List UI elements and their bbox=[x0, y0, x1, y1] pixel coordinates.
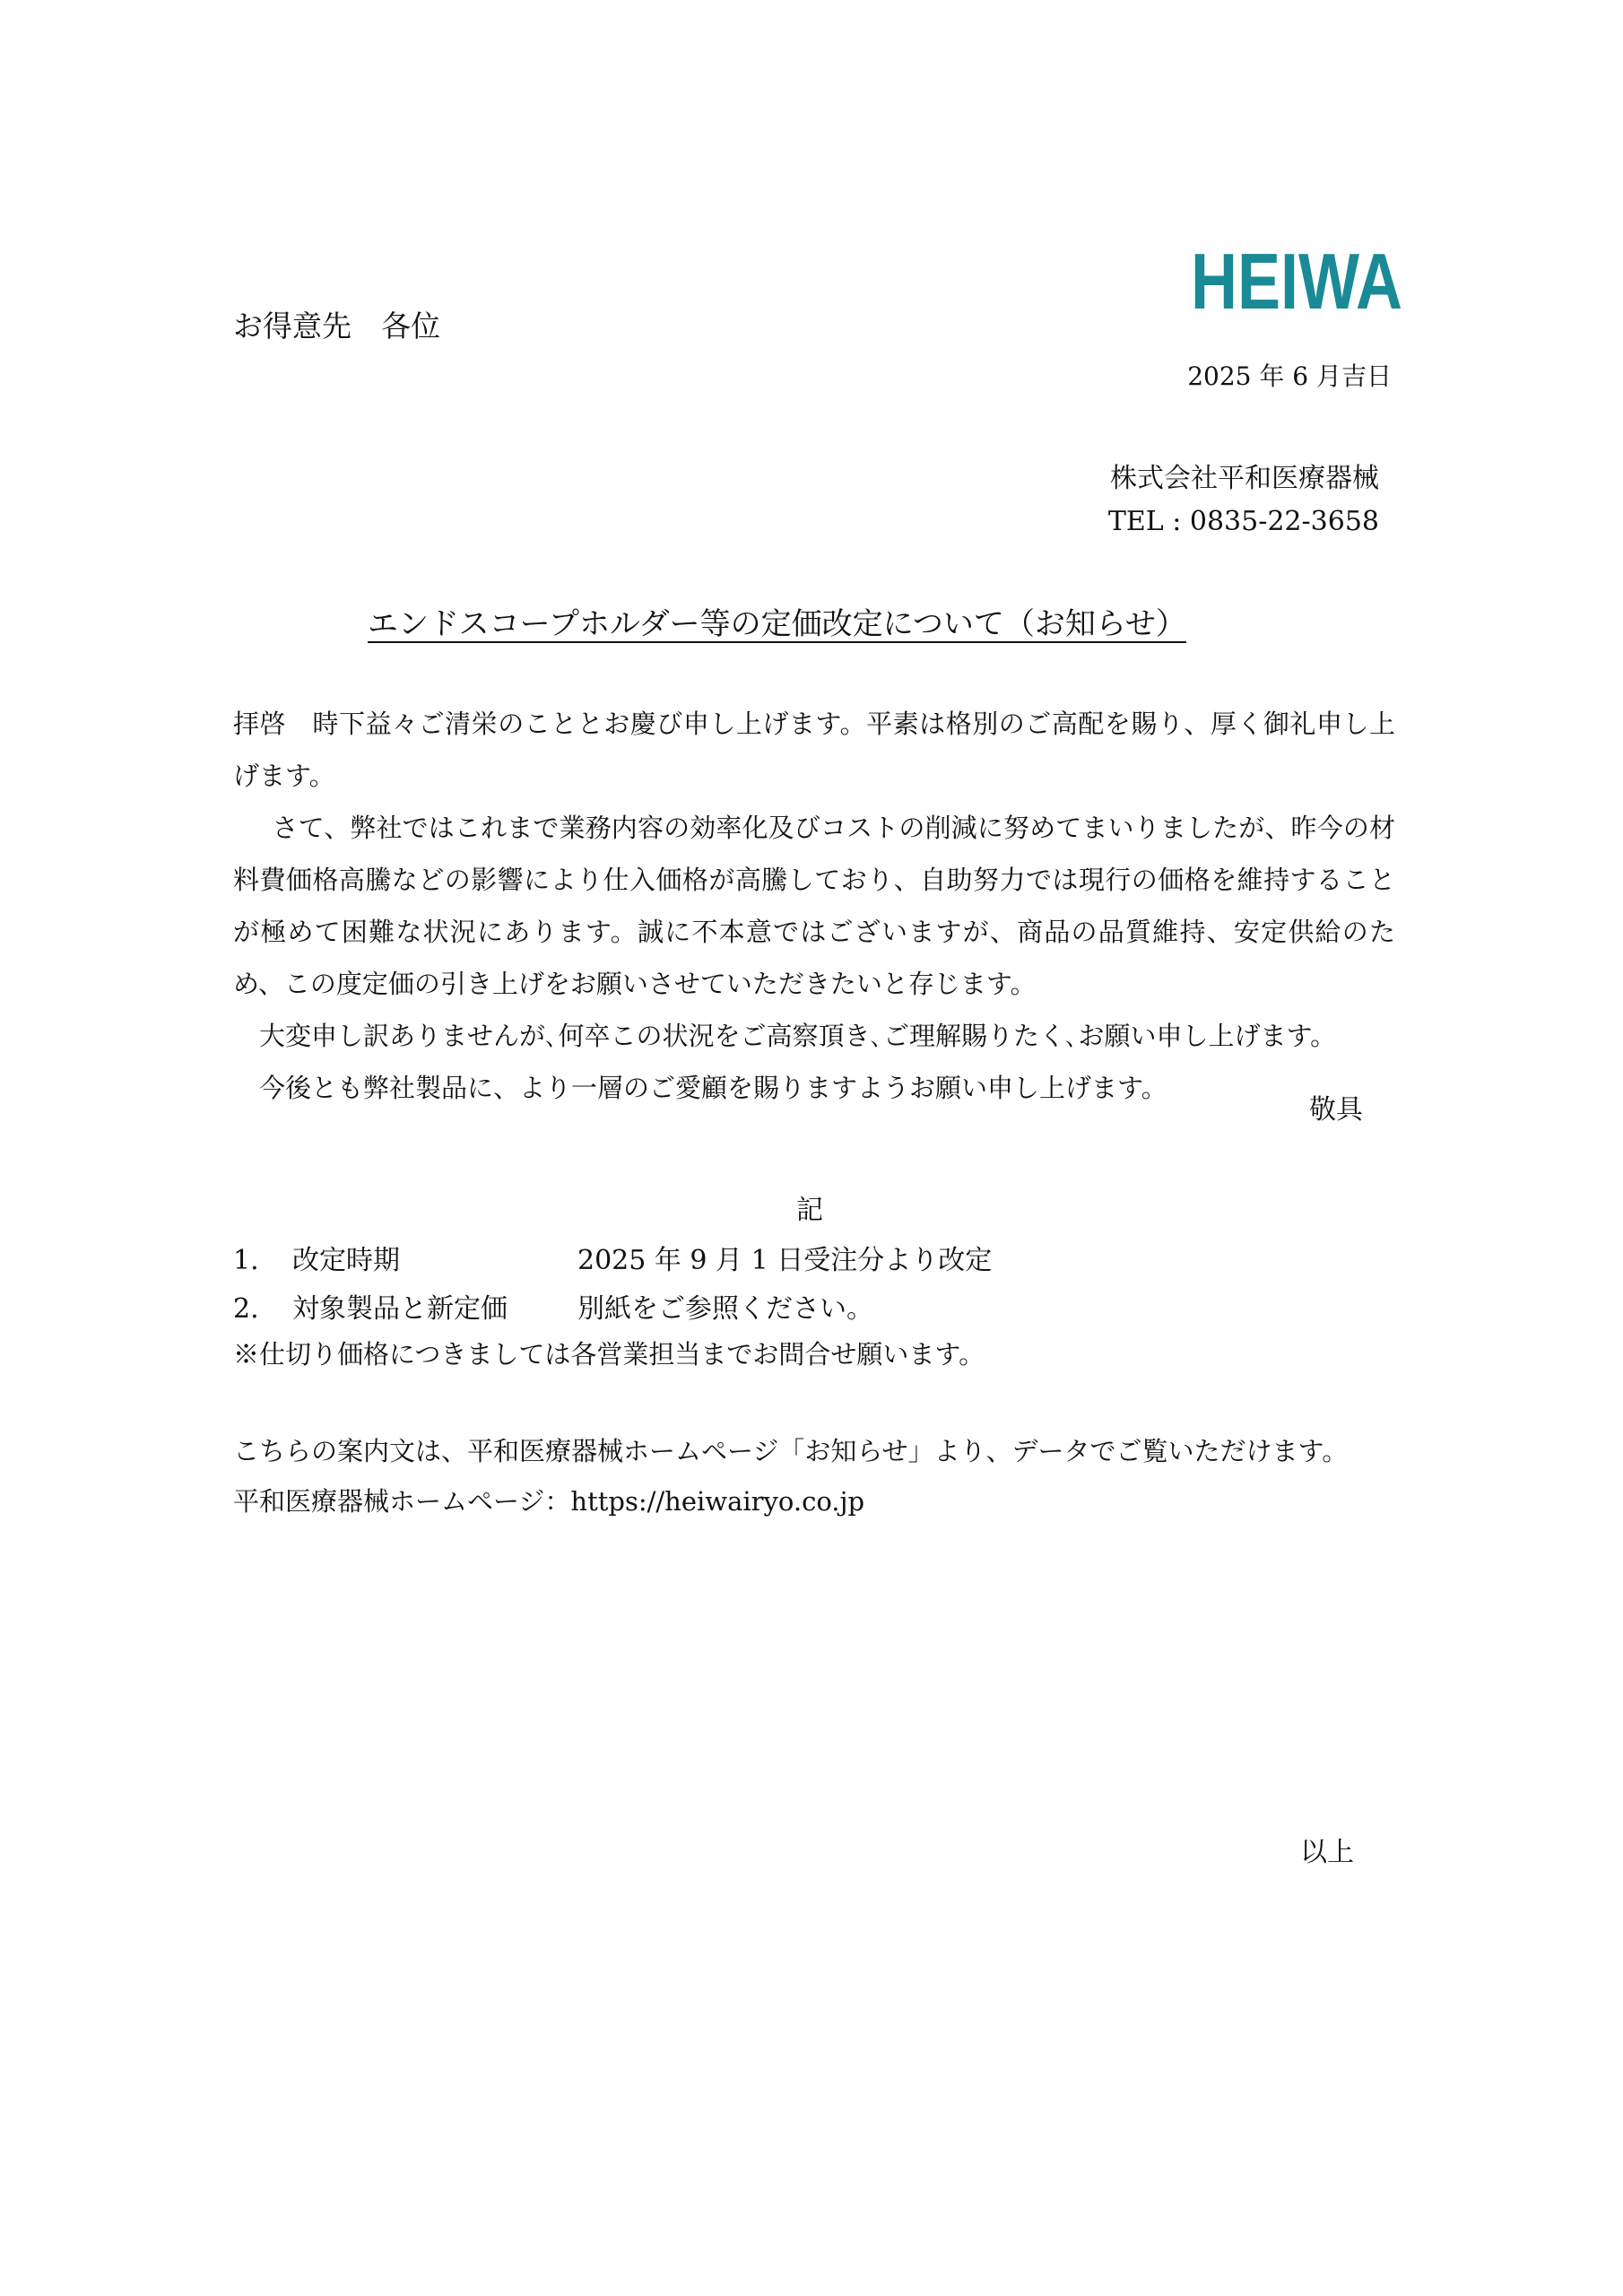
list-item bbox=[233, 1238, 992, 1277]
price-note: ※仕切り価格につきましては各営業担当までお問合せ願います。 bbox=[233, 1339, 985, 1370]
closing-word: 敬具 bbox=[1309, 1094, 1363, 1126]
list-item-value: 2025 年 9 月 1 日受注分より改定 bbox=[577, 1245, 993, 1276]
sender-company: 株式会社平和医療器械 bbox=[1110, 463, 1379, 494]
sender-tel: TEL : 0835-22-3658 bbox=[1107, 506, 1379, 537]
guide-text: こちらの案内文は、平和医療器械ホームページ「お知らせ」より、データでご覧いただけます。 bbox=[233, 1436, 1349, 1466]
letter-body bbox=[233, 698, 1395, 1114]
greeting-paragraph: 拝啓 時下益々ご清栄のこととお慶び申し上げます。平素は格別のご高配を賜り、厚く御礼申し上げます。 bbox=[233, 709, 1395, 791]
list-item bbox=[233, 1286, 873, 1326]
heiwa-logo bbox=[1191, 237, 1404, 326]
end-mark: 以上 bbox=[1300, 1837, 1354, 1868]
document-title: エンドスコープホルダー等の定価改定について（お知らせ） bbox=[368, 606, 1186, 642]
homepage-link-text: 平和医療器械ホームページ：https://heiwairyo.co.jp bbox=[233, 1486, 865, 1517]
apology-paragraph: 大変申し訳ありませんが､何卒この状況をご高察頂き､ご理解賜りたく､お願い申し上げます。 bbox=[259, 1021, 1337, 1051]
reason-paragraph: さて、弊社ではこれまで業務内容の効率化及びコストの削減に努めてまいりましたが、昨今の材料費価格高騰などの影響により仕入価格が高騰しており、自助努力では現行の価格を維持することが極めて困難な状況にあります。誠に不本意ではございますが、商品の品質維持、安定供給のため、この度定価の引き上げをお願いさせていただきたいと存じます。 bbox=[233, 813, 1395, 999]
list-item-value: 別紙をご参照ください。 bbox=[577, 1293, 873, 1325]
addressee: お得意先 各位 bbox=[233, 309, 440, 344]
list-item-number: 1. bbox=[233, 1245, 259, 1276]
list-item-label: 対象製品と新定価 bbox=[292, 1293, 508, 1325]
issue-date: 2025 年 6 月吉日 bbox=[1187, 361, 1392, 391]
closing-paragraph: 今後とも弊社製品に、より一層のご愛顧を賜りますようお願い申し上げます。 bbox=[259, 1073, 1167, 1103]
logo-text: HEIWA bbox=[1191, 237, 1402, 326]
ki-heading: 記 bbox=[796, 1195, 823, 1226]
list-item-number: 2. bbox=[233, 1293, 259, 1325]
list-item-label: 改定時期 bbox=[292, 1245, 400, 1276]
